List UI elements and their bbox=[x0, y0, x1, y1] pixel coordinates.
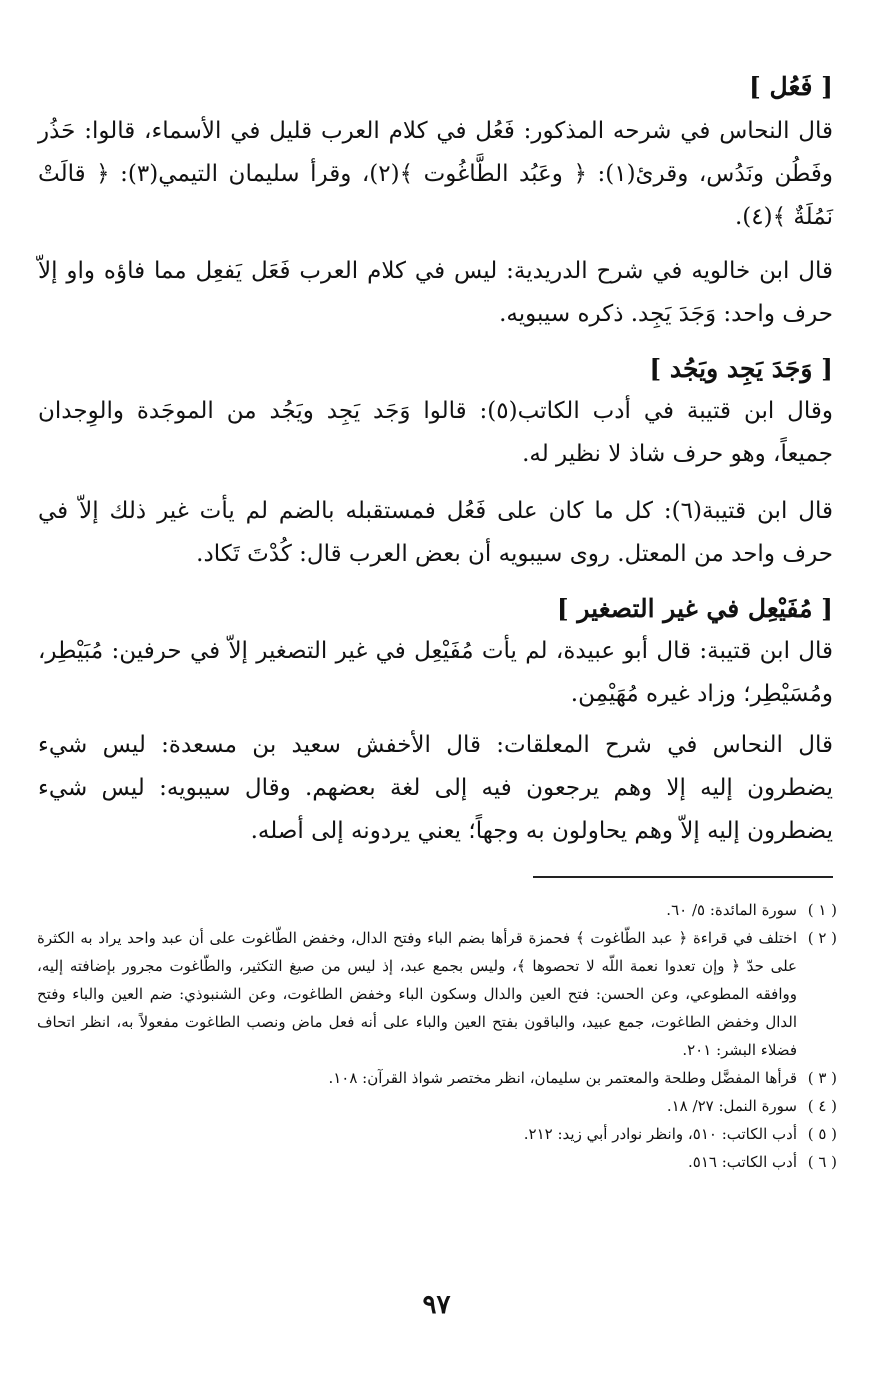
footnote-item bbox=[37, 1064, 837, 1092]
footnote-text: سورة المائدة: ٥/ ٦٠. bbox=[666, 901, 797, 919]
footnote-item bbox=[37, 896, 837, 924]
footnote-item bbox=[37, 1092, 837, 1120]
footnote-number: ( ١ ) bbox=[807, 901, 837, 919]
footnotes bbox=[37, 896, 837, 1176]
footnote-number: ( ٥ ) bbox=[807, 1125, 837, 1143]
paragraph-ibn-qutayba-adab bbox=[38, 390, 833, 476]
footnote-number: ( ٢ ) bbox=[807, 929, 837, 947]
paragraph-text: وقال ابن قتيبة في أدب الكاتب(٥): قالوا وَجَد يَجِد ويَجُد من الموجَدة والوِجدان جميعاً، وهو حرف شاذ لا نظير له. bbox=[38, 398, 834, 467]
paragraph-text: قال النحاس في شرحه المذكور: فَعُل في كلام العرب قليل في الأسماء، قالوا: حَذُر وفَطُن ونَدُس، وقرئ(١): ﴿ وعَبُد الطَّاغُوت ﴾(٢)، وقرأ سليمان التيمي(٣): ﴿ قالَتْ نَمُلَةٌ ﴾(٤). bbox=[38, 118, 834, 230]
section-heading-mufayil: [ مُفَيْعِل في غير التصغير ] bbox=[556, 594, 833, 623]
paragraph-akhfash bbox=[38, 724, 833, 853]
footnote-number: ( ٤ ) bbox=[807, 1097, 837, 1115]
section-heading-wajada: [ وَجَدَ يَجِد ويَجُد ] bbox=[649, 354, 833, 383]
footnote-item bbox=[37, 924, 837, 1064]
footnote-text: اختلف في قراءة ﴿ عبد الطّاغوت ﴾ فحمزة قرأها بضم الباء وفتح الدال، وخفض الطّاغوت على أن عبد واحد يراد به الكثرة على حدّ ﴿ وإن تعدوا نعمة اللّه لا تحصوها ﴾، وليس بجمع عبد، إذ ليس من صيغ التكثير، والطّاغوت مجرور بإضافته إليه، ووافقه المطوعي، وعن الحسن: فتح العين والدال وسكون الباء وخفض الطاغوت، وعن الشنبوذي: ضم العين والباء وفتح الدال وخفض الطاغوت، جمع عبيد، والباقون بفتح العين والباء على أنه فعل ماض ونصب الطاغوت مفعولاً به، انظر اتحاف فضلاء البشر: ٢٠١. bbox=[37, 929, 797, 1059]
footnote-divider bbox=[533, 876, 833, 878]
paragraph-text: قال ابن قتيبة(٦): كل ما كان على فَعُل فمستقبله بالضم لم يأت غير ذلك إلاّ في حرف واحد من المعتل. روى سيبويه أن بعض العرب قال: كُدْتَ تَكاد. bbox=[38, 498, 833, 567]
footnote-item bbox=[37, 1120, 837, 1148]
paragraph-ibn-khalawayh bbox=[38, 250, 833, 336]
footnote-text: قرأها المفضَّل وطلحة والمعتمر بن سليمان، انظر مختصر شواذ القرآن: ١٠٨. bbox=[328, 1069, 797, 1087]
paragraph-ibn-qutayba-facul bbox=[38, 490, 833, 576]
paragraph-text: قال ابن خالويه في شرح الدريدية: ليس في كلام العرب فَعَل يَفعِل مما فاؤه واو إلاّ حرف واحد: وَجَدَ يَجِد. ذكره سيبويه. bbox=[38, 258, 833, 327]
page-number: ٩٧ bbox=[422, 1290, 451, 1320]
footnote-text: أدب الكاتب: ٥١٠، وانظر نوادر أبي زيد: ٢١٢. bbox=[523, 1125, 797, 1143]
paragraph-abu-ubayda bbox=[38, 630, 833, 716]
paragraph-nahhas-facul bbox=[38, 110, 833, 239]
footnote-text: سورة النمل: ٢٧/ ١٨. bbox=[666, 1097, 797, 1115]
footnote-number: ( ٣ ) bbox=[807, 1069, 837, 1087]
section-heading-facul: [ فَعُل ] bbox=[748, 72, 833, 101]
paragraph-text: قال النحاس في شرح المعلقات: قال الأخفش سعيد بن مسعدة: ليس شيء يضطرون إليه إلا وهم يرجعون فيه إلى لغة بعضهم. وقال سيبويه: ليس شيء يضطرون إليه إلاّ وهم يحاولون به وجهاً؛ يعني يردونه إلى أصله. bbox=[38, 732, 833, 844]
footnote-text: أدب الكاتب: ٥١٦. bbox=[687, 1153, 797, 1171]
footnote-number: ( ٦ ) bbox=[807, 1153, 837, 1171]
footnote-item bbox=[37, 1148, 837, 1176]
paragraph-text: قال ابن قتيبة: قال أبو عبيدة، لم يأت مُفَيْعِل في غير التصغير إلاّ في حرفين: مُبَيْطِر، ومُسَيْطِر؛ وزاد غيره مُهَيْمِن. bbox=[38, 638, 833, 707]
